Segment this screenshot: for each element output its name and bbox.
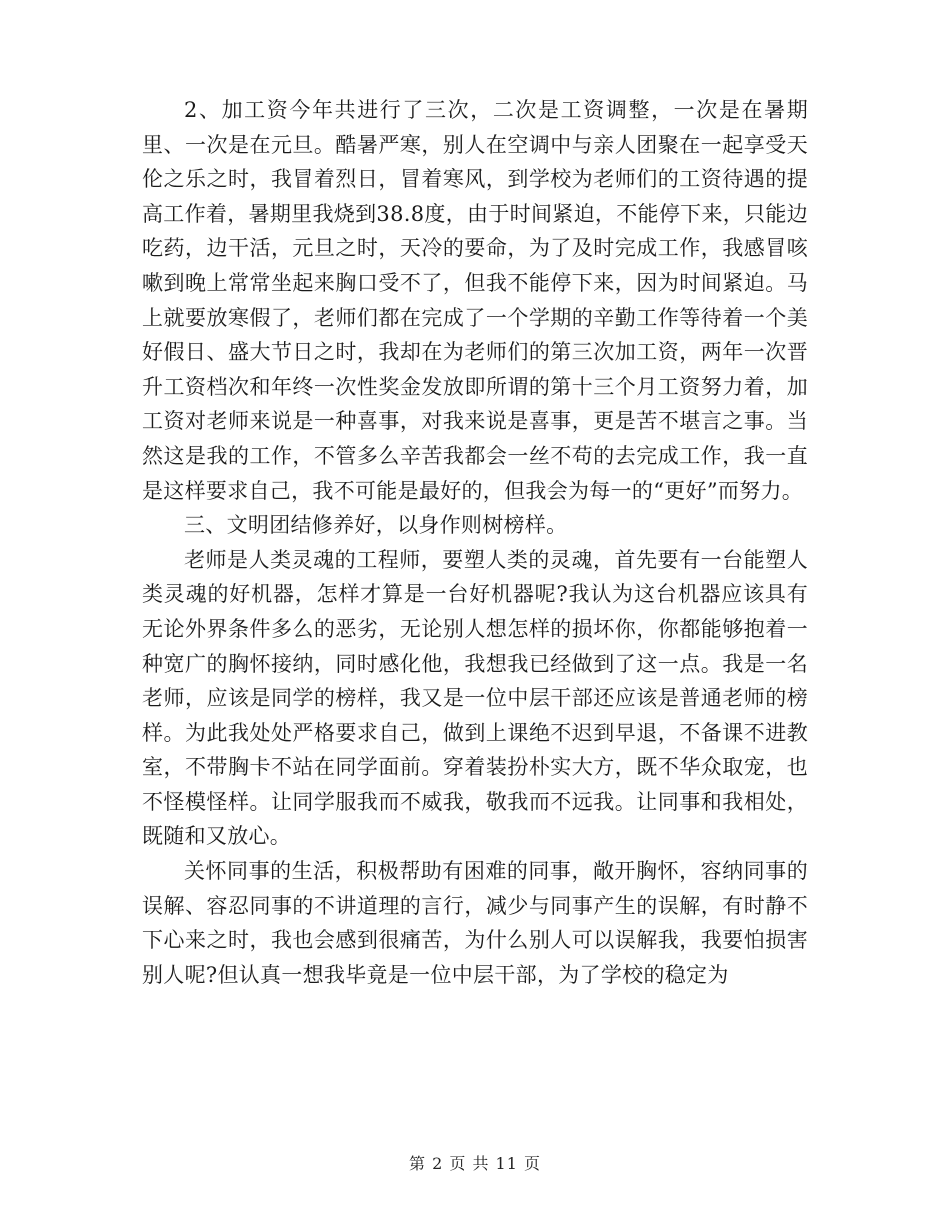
paragraph-caring-colleagues: 关怀同事的生活，积极帮助有困难的同事，敞开胸怀，容纳同事的误解、容忍同事的不讲道理的言行，减少与同事产生的误解，有时静不下心来之时，我也会感到很痛苦，为什么别人可以误解我，我要怕损害别人呢?但认真一想我毕竟是一位中层干部，为了学校的稳定为 [142, 859, 808, 987]
paragraph-salary-work: 2、加工资今年共进行了三次，二次是工资调整，一次是在暑期里、一次是在元旦。酷暑严寒，别人在空调中与亲人团聚在一起享受天伦之乐之时，我冒着烈日，冒着寒风，到学校为老师们的工资待遇的提高工作着，暑期里我烧到38.8度，由于时间紧迫，不能停下来，只能边吃药，边干活，元旦之时，天冷的要命，为了及时完成工作，我感冒咳嗽到晚上常常坐起来胸口受不了，但我不能停下来，因为时间紧迫。马上就要放寒假了，老师们都在完成了一个学期的辛勤工作等待着一个美好假日、盛大节日之时，我却在为老师们的第三次加工资，两年一次晋升工资档次和年终一次性奖金发放即所谓的第十三个月工资努力着，加工资对老师来说是一种喜事，对我来说是喜事，更是苦不堪言之事。当然这是我的工作，不管多么辛苦我都会一丝不苟的去完成工作，我一直是这样要求自己，我不可能是最好的，但我会为每一的“更好”而努力。 [142, 98, 808, 503]
section-heading-civility: 三、文明团结修养好，以身作则树榜样。 [184, 513, 568, 538]
document-body [142, 93, 808, 992]
page-number-footer: 第 2 页 共 11 页 [409, 1154, 541, 1173]
paragraph-teacher-role-model: 老师是人类灵魂的工程师，要塑人类的灵魂，首先要有一台能塑人类灵魂的好机器，怎样才算是一台好机器呢?我认为这台机器应该具有无论外界条件多么的恶劣，无论别人想怎样的损坏你，你都能够抱着一种宽广的胸怀接纳，同时感化他，我想我已经做到了这一点。我是一名老师，应该是同学的榜样，我又是一位中层干部还应该是普通老师的榜样。为此我处处严格要求自己，做到上课绝不迟到早退，不备课不进教室，不带胸卡不站在同学面前。穿着装扮朴实大方，既不华众取宠，也不怪模怪样。让同学服我而不威我，敬我而不远我。让同事和我相处，既随和又放心。 [142, 547, 808, 849]
